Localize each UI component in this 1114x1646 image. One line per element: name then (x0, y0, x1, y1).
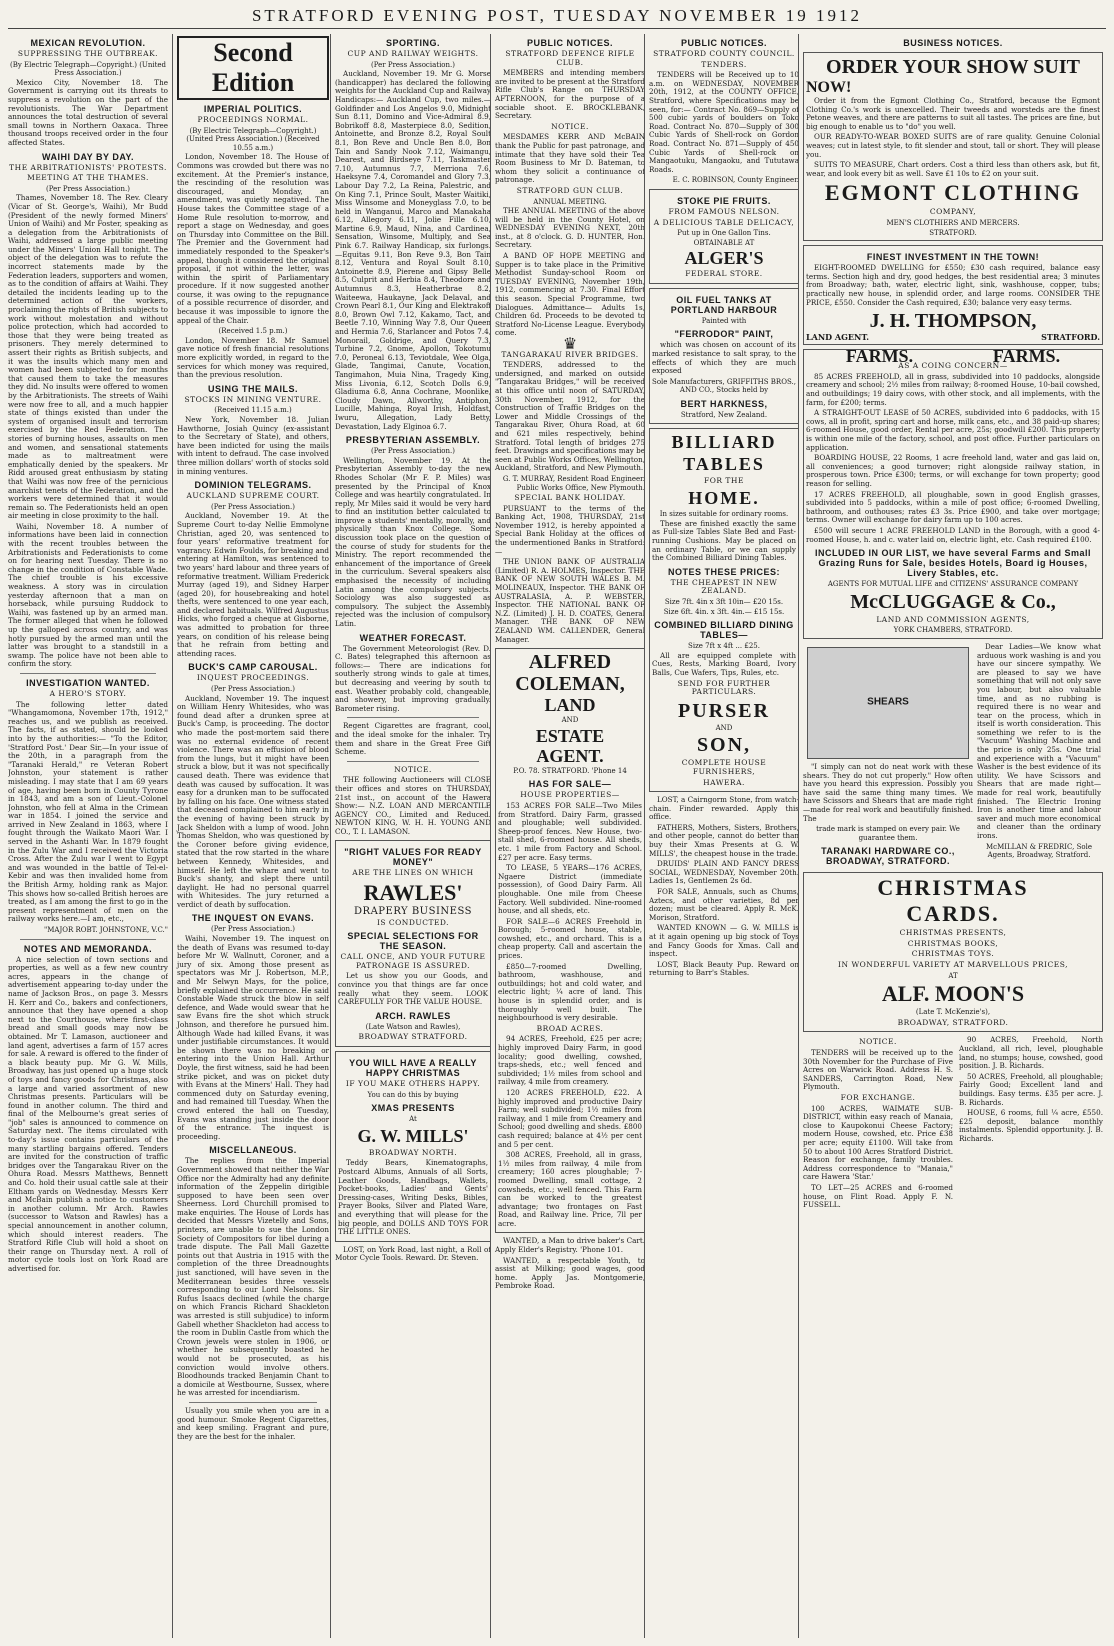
article-body: Thames, November 18. The Rev. Cleary (Vicar of St. George's, Waihi), Mr Budd (President of the newly formed Miners' Union of Waihi) and Mr Foster, speaking as a delegation from the Arbitrationists of Waihi, addressed a large public meeting under the Miners' Union Hall tonight. The object of the delegation was to refute the incorrect statements made by the Federation leaders, supporters and women, as to the condition of affairs at Waihi. They detailed the incidents leading up to the determined action of the workers, proclaiming the rights of British subjects to work without molestation and without police protection, which had accorded to those that they were being treated as prisoners. They merely determined to assert their rights as British subjects, and it was the insults which many men and women had been subjected to for months that caused them to take the measures they did. No insults were offered to women by the Arbitrationists. The streets of Waihi were now free to all, and a much happier state of things existed than under the system of organised insult and terrorism exercised by the Red Federation. The stories of burning houses, assaults on men and women, and sensational statements made as to maltreatment were emphatically denied by the speakers. Mr Ridd aroused great enthusiasm by stating that Waihi was now free of the pernicious anarchist tenets of the Federation, and the workers were determined that it would remain so. The Federationists held an open air meeting in close proximity to the hall. (8, 193, 168, 521)
divider (347, 761, 479, 762)
advert-line: NOTES THESE PRICES: (667, 566, 780, 577)
advert-line: Stratford, New Zealand. (680, 411, 768, 420)
advert-line: CHRISTMAS BOOKS, (907, 938, 999, 948)
advert-line: CHRISTMAS TOYS. (911, 949, 995, 959)
advert-name: PURSER (677, 699, 770, 722)
advert-line: A DELICIOUS TABLE DELICACY, (653, 217, 795, 227)
advert-line: FINEST INVESTMENT IN THE TOWN! (866, 252, 1040, 263)
advert-line: ALFRED (528, 651, 612, 674)
byline: (Received 1.5 p.m.) (218, 327, 288, 336)
column-2 (172, 34, 329, 1638)
advert-line: COMPLETE HOUSE FURNISHERS, (681, 758, 767, 776)
notice-heading: NOTICE. (859, 1037, 897, 1047)
advert-name: McCLUGGAGE & Co., (850, 590, 1056, 613)
hardware-advert (803, 643, 973, 868)
advert-text: EIGHT-ROOMED DWELLING for £550; £30 cash required, balance easy terms. Section high and dry, good hedges, the best residential area; 3 minutes from Broadway; bath, water, electric light, sink, washhouse, copper, tubs; practically new house, in splendid order, and large rooms. CONSIDER THE PRICE, £550. Consider the Cash required, £30; balance very easy terms. (806, 263, 1100, 307)
classified: LOST, a Cairngorm Stone, from watch-chain. Finder rewarded. Apply this office. (649, 795, 799, 822)
advert-headline: ORDER YOUR SHOW SUIT (826, 56, 1080, 78)
advert-line: Put up in One Gallon Tins. (677, 229, 771, 238)
advert-text: "I simply can not do neat work with these shears. They do not cut properly." How often have you heard this expression. Possibly you have said the same thing many times. We have Scissors and Shears that are made right—made for real work and beautifully finished. The (803, 761, 973, 823)
notice-heading: FOR EXCHANGE. (840, 1093, 916, 1102)
article-heading: INVESTIGATION WANTED. (26, 677, 150, 688)
advert-line: HOME. (688, 488, 760, 509)
column-4 (490, 34, 645, 1638)
section-header: PUBLIC NOTICES. (680, 38, 767, 48)
advert-address: TARANAKI HARDWARE CO., BROADWAY, STRATFORD. (821, 846, 955, 867)
classified: HOUSE, 6 rooms, full ¼ acre, £550. £25 deposit, balance monthly instalments. Splendid opportunity. J. B. Richards. (959, 1108, 1103, 1143)
advert-text: FOR SALE—6 ACRES Freehold in Borough; 5-roomed house, stable, cowshed, etc., and orchard. This is a cheap property. Call and ascertain the prices. (498, 916, 642, 961)
advert-headline: CARDS. (906, 901, 1000, 927)
article-body: The replies from the Imperial Government showed that neither the War Office nor the Admiralty had any definite information of the Zeppelin dirigible supposed to have been seen over Sheerness. Lord Churchill promised to make enquiries. The House of Lords has decided that Messrs Vizetelly and Sons, printers, are unable to sue the London Society of Compositors for libel during a trade dispute. The Pall Mall Gazette points out that Austria in 1915 with the completion of the three Dreadnoughts just sanctioned, will have seven in the Mediterranean besides three vessels corresponding to our Lord Nelsons. Sir Rufus Isaacs declined (while the charge on which Francis Richard Shackleton was arrested is still subjudice) to inform Gabell whether Shackleton had access to the room in Dublin Castle from which the Crown jewels were stolen in 1906, or whether he subsequently boasted he would not be prosecuted, as his conviction would involve others. Bloodhounds tracked Benjamin Chant to a domicile at Westbourne, Sussex, where he was arrested for incendiarism. (177, 1156, 329, 1398)
advert-text: £500 will secure 1 ACRE FREEHOLD LAND in the Borough, with a good 4-roomed House, h. and c. water laid on, electric light, etc. Cash required £100. (806, 525, 1100, 544)
advert-line: STOKE PIE FRUITS. (677, 195, 771, 206)
notice-heading: STRATFORD DEFENCE RIFLE CLUB. (505, 49, 635, 67)
notice-heading: NOTICE. (394, 764, 432, 774)
notice-body: THE ANNUAL MEETING of the above will be held in the County Hotel, on WEDNESDAY EVENING NEXT, 20th inst., at 8 o'clock. G. D. HUNTER, Hon. Secretary. (495, 206, 645, 250)
byline: (Per Press Association.) (371, 447, 455, 456)
advert-line: NOW! (806, 79, 852, 96)
advert-address: STRATFORD. (929, 228, 977, 237)
byline: (By Electric Telegraph—Copyright.) (United Press Association.) (9, 60, 167, 78)
crest-icon: ♛ (562, 334, 578, 353)
advert-text: BOARDING HOUSE, 22 Rooms, 1 acre freehold land, water and gas laid on, all conveniences; a good turnover; right alongside railway station, in prosperous town. Price £300; terms, or will exchange for town property; good reason for selling. (806, 453, 1100, 488)
notice-body: 100 ACRES, WAIMATE SUB-DISTRICT, within easy reach of Manaia, close to Kaupokonui Cheese Factory; modern House, cowshed, etc. Price £38 per acre; equity £1100. Will take from 50 to about 100 Acres Stratford District. Reason for exchange, family troubles. Address correspondence to "Manaia," care Hawera 'Star.' (803, 1103, 953, 1182)
notice-body: TENDERS will be received up to the 30th November for the Purchase of Five Acres on Warwick Road. Address H. S. SANDERS, Carrington Road, New Plymouth. (803, 1048, 953, 1092)
advert-address: BROADWAY STRATFORD. (358, 1032, 468, 1042)
billiard-advert (649, 428, 799, 792)
thompson-advert (803, 245, 1103, 345)
article-heading: USING THE MAILS. (207, 383, 298, 394)
column-6 (798, 34, 1103, 1638)
advert-line: BROAD ACRES. (536, 1023, 604, 1033)
advert-line: XMAS PRESENTS (371, 1103, 455, 1114)
advert-text: Order it from the Egmont Clothing Co., Stratford, because the Egmont Clothing Co.'s work is unexcelled. Their tweeds and worsteds are the finest Petone weaves, and there are patterns to suit all tastes. The prices are fine, but big enough to enable us to "do" you well. (806, 96, 1100, 131)
advert-name: J. H. THOMPSON, (869, 310, 1037, 333)
advert-line: AGENT. (536, 745, 604, 766)
advert-address: STRATFORD. (1041, 332, 1100, 343)
advert-text: £850—7-roomed Dwelling, bathroom, washhouse, and outbuildings; hot and cold water, and electric light; ¼ acre of land. This house is in splendid order, and is thoroughly well built. The neighbourhood is very desirable. (498, 961, 642, 1023)
advert-line: ARE THE LINES ON WHICH (352, 868, 474, 878)
notice-heading: STRATFORD GUN CLUB. (516, 185, 624, 195)
notice-heading: TANGARAKAU RIVER BRIDGES. (501, 349, 639, 359)
price-line: Size 6ft. 4in. x 3ft. 4in.— £15 15s. (663, 607, 785, 616)
advert-name: EGMONT CLOTHING (824, 180, 1082, 206)
advert-line: FOR THE (704, 475, 744, 485)
advert-line: At (409, 1115, 417, 1124)
advert-line: AGENTS FOR MUTUAL LIFE and CITIZENS' ASSURANCE COMPANY (827, 580, 1079, 589)
divider (20, 939, 156, 940)
advert-text: A STRAIGHT-OUT LEASE of 50 ACRES, subdivided into 6 paddocks, with 15 cows, all in profit, spring cart and horse, milk cans, etc., and 38 paid-up shares; 6-roomed House, good order, Rental per acre, 25s; goodwill £200. This property is within one mile of the factory, school, and post office. Further particulars on application. (806, 408, 1100, 452)
notice-heading: STRATFORD COUNTY COUNCIL. (653, 49, 795, 58)
advert-line: MEN'S CLOTHIERS AND MERCERS. (886, 218, 1020, 227)
byline: (Per Press Association.) (211, 502, 295, 511)
article-subheading: CUP AND RAILWAY WEIGHTS. (347, 49, 479, 58)
advert-address: BROADWAY NORTH. (368, 1147, 458, 1157)
advert-text: OUR READY-TO-WEAR BOXED SUITS are of rare quality. Genuine Colonial weaves; cut in latest style, to fit slender and stout, tall or short. They will please you. (806, 132, 1100, 159)
signature: G. T. MURRAY, Resident Road Engineer. Public Works Office, New Plymouth. (502, 474, 645, 492)
hardware-section (803, 643, 1103, 868)
article-body: Auckland, November 19. Mr G. Morse (handicapper) has declared the following weights for the Auckland Cup and Railway Handicaps:— Auckland Cup, two miles.—Goldfinder and Los Angelos 9.0, Midnight Sun 8.11, Domino and Vice-Admiral 8.9, Bobrikoff 8.8, Masterpiece 8.0, Sedition, Antoinette, and Bronze 8.2, Royal Soult 8.1, Bon Reve and Uncle Ben 8.0, Bon Tain and Sandy Nook 7.12, Waimangu, Dearest, and Birdseye 7.11, Taskmaster 7.10, Autumnus 7.7, Merriona 7.6, Haeksyne 7.4, Coromandel and Glory 7.3, Labour Day 7.2, La Reina, Palestric, and On King 7.1, Prince Soult, Master Waitiki, Miss Winsome and Moneyglass 7.0, to be held in Wanganui, Marco and Manakaha 6.12, Allegory 6.11, Jolie Fille 6.10, Martine 6.9, Maud, Nina, and Cardinea, Sensation, Winsome, Multiply, and Sea Pink 6.7. Railway Handicap, six furlongs.—Equitas 9.11, Bon Reve 9.3, Bon Tain 8.12, Ventura and Royal Soult 8.10, Antoinette 8.9, Pierene and Gipsy Belle 8.5, Culprit and Herbia 8.4, Theodore and Autumnus 8.3, Heatherbrae 8.2, Waiteewa, Haukayne, Jack Delaval, and Crown Pearl 8.1, Our King and Elektrakoff 8.0, Brown Owl 7.12, Kakamo, Tact, and Beetle 7.10, Winning Way 7.8, Our Queen and Hermia 7.6, Starlancer and Potos 7.4, Monorail, Goldrige, and Query 7.3, Turbine 7.2, Gnome, Apollon, Tokotumu 7.0, Peroneal 6.13, Teviotdale, Wee Olga, Glade, Tangimai, Canute, Vocation, Tangimahon, Muia Nina, Tragedy King, Miss Livonia, 6.12, Scotch Dolls 6.9, Gladiuma 6.8, Anna Cochrane, Moonlike, Cloudy Dawn, Allworthy, Antiphon, Lucille, Mahinga, Royal Irish, Holdfast, Iwuru, Allegation, Lady Betty, Devastation, Lady Elginoa 6.7. (335, 69, 491, 431)
article-subheading: THE ARBITRATIONISTS' PROTESTS. (9, 162, 167, 172)
advert-line: INCLUDED IN OUR LIST, we have several Farms and Small Grazing Runs for Sale, besides Hotels, Board ig Houses, Livery Stables, etc. (814, 548, 1092, 579)
advert-line: OIL FUEL TANKS AT PORTLAND HARBOUR (670, 294, 778, 315)
advert-line: IS CONDUCTED. (376, 917, 450, 927)
article-heading: PRESBYTERIAN ASSEMBLY. (345, 435, 481, 446)
advert-line: In sizes suitable for ordinary rooms. (659, 510, 789, 519)
advert-line: FROM FAMOUS NELSON. (668, 206, 780, 216)
advert-line: AS A COING CONCERN— (898, 361, 1008, 371)
article-body: London, November 18. Mr Samuel gave notice of fresh financial resolutions more explicitly worded, in regard to the services for which money was required, than the previous resolution. (177, 335, 329, 380)
divider (20, 673, 156, 674)
article-body: Waihi, November 18. A number of informations have been laid in connection with the recent troubles between the Arbitrationists and Federationists to come on for hearing next Tuesday. There is no change in the condition of Constable Wade. The chief trouble is his excessive weakness. A story was in circulation yesterday afternoon that a man on horseback, while pursuing Ruddock to Waihi, was fastened up by an armed man. The former alleged that when he followed up the galloped across country, and was hotly pursued by the armed man until the latter was brought to a standstill in a swamp. The police have not been able to confirm the story. (8, 521, 168, 669)
advert-line: IN WONDERFUL VARIETY AT MARVELLOUS PRICES, (838, 960, 1068, 970)
advert-line: COMPANY, (929, 207, 977, 217)
classified: WANTED, a Man to drive baker's Cart. Apply Elder's Registry. 'Phone 101. (495, 1236, 645, 1255)
advert-text: 153 ACRES FOR SALE—Two Miles from Stratford. Dairy Farm, grassed and ploughable; well subdivided. Sheep-proof fences. New House, two-stall shed, 6-roomed house. All sheds, etc. 1 mile from Factory and School. £27 per acre. Easy terms. (498, 800, 642, 862)
article-body: Mexico City, November 18. The Government is carrying out its threats to suppress a revolution on the part of the revolutionists. The War Department announces the total destruction of several small towns in Northern Oaxaca. Three thousand troops received order in the four affected States. (8, 77, 168, 147)
coleman-advert (495, 648, 645, 1233)
section-header: BUSINESS NOTICES. (903, 38, 1003, 48)
richards-block (959, 1036, 1103, 1211)
farms-advert (803, 345, 1103, 639)
article-subheading: STOCKS IN MINING VENTURE. (184, 394, 322, 404)
article-subheading: A HERO'S STORY. (49, 688, 127, 698)
advert-name: RAWLES' (363, 880, 463, 906)
masthead-rule (8, 28, 1106, 29)
article-heading: NOTES AND MEMORANDA. (23, 943, 153, 954)
article-body: A nice selection of town sections and properties, as well as a few new country acres, appears in the change of advertisement appearing to-day under the name of Jackson Bros., on page 3. Messrs H. Kerr and Co., bakers and confectioners, announce that they have opened a shop next to the Courthouse, where first-class bread and small goods may now be obtained. Mr T. Lamason, auctioneer and land agent, advertises a farm of 157 acres for sale. A reward is offered to the finder of a black beauty pup. Mr G. W. Mills, Broadway, has just opened up a huge stock of toys and fancy goods for Christmas, also a large and varied assortment of new Christmas presents. Particulars will be found in another column. The third and final of the Melbourne's great series of "job" sales is announced to commence on Saturday next. The items circulated with to-day's issue contains particulars of the many startling bargains offered. Tenders are invited for the construction of traffic bridges over the Tangarakau River on the Ohura Road. Messrs Matthews, Bennett and Co. hold their usual cattle sale at their Eltham yards on Wednesday. Messrs Kerr and McBain publish a notice to customers in another column. Mr Arch. Rawles (successor to Watson and Rawles) has a special announcement in another column, which should interest readers. The Stratford Rifle Club will hold a shoot on their range on Thursday next. A roll of motor cycle tools lost on York Road are advertised for. (8, 954, 168, 1273)
article-subheading: SUPPRESSING THE OUTBREAK. (17, 49, 159, 58)
advert-text: 94 ACRES, Freehold, £25 per acre; highly improved Dairy Farm, in good locality; good dwelling, cowshed, traps-sheds, etc.; well fenced and subdivided; 1½ miles from school and railway, 4 mile from creamery. (498, 1034, 642, 1087)
notice-body: PURSUANT to the terms of the Banking Act, 1908, THURSDAY, 21st November 1912, is hereby appointed a Special Bank Holiday at the offices of the undermentioned Banks in Stratford:— (495, 503, 645, 556)
advert-line: HOUSE PROPERTIES— (520, 790, 620, 800)
advert-text: TO LEASE, 5 YEARS—176 ACRES, Ngaere District (immediate possession), of Good Dairy Farm. All ploughable. One mile from Cheese Factory. Well subdivided. Nine-roomed house, and all sheds, etc. (498, 863, 642, 916)
column-5 (644, 34, 799, 1638)
advert-line: ESTATE (535, 725, 605, 746)
advert-line: BERT HARKNESS, (680, 399, 768, 410)
shears-brand: SHEARS (867, 696, 909, 708)
advert-line: COMBINED BILLIARD DINING TABLES— (654, 620, 794, 641)
byline: (Per Press Association.) (46, 184, 130, 193)
advert-line: BILLIARD (671, 431, 777, 452)
advert-name: G. W. MILLS' (357, 1125, 469, 1146)
divider (189, 1402, 317, 1403)
classified: 90 ACRES, Freehold, North Auckland, all rich, level, ploughable land, no stumps; house, cowshed, good position. J. B. Richards. (959, 1035, 1103, 1071)
advert-line: "FERRODOR" PAINT, (674, 329, 774, 340)
advert-line: AT (948, 971, 958, 980)
advert-line: "RIGHT VALUES FOR READY MONEY" (344, 847, 482, 868)
vacuum-advert (977, 643, 1101, 868)
article-body: Auckland, November 19. The inquest on William Henry Whitesides, who was found dead after a drunken spree at Buck's Camp, is proceeding. The doctor who made the post-mortem said there was no external evidence of recent violence. There was an effusion of blood from the lungs, but it might have been struck a blow, but it was not specifically caused death. There was evidence that death was caused by suffocation. It was easy for a drunken man to be suffocated by falling on his face. One witness stated that deceased complained to him early in the evening of having been struck by Jack Sheldon with a lump of wood. John Thomas Sheldon, who was questioned by the Coroner before giving evidence, stated that the row started in the whare between Kennedy, Whitesides, and himself. He left the whare and went to Buck's shanty, and slept there until daylight. He had no personal quarrel with Whitesides. The jury returned a verdict of death by suffocation. (177, 693, 329, 909)
advert-line: OBTAINABLE AT (693, 238, 755, 247)
notice-subheading: TENDERS. (701, 59, 747, 69)
advert-text: These are finished exactly the same as Full-size Tables Slate Bed and Fast-running Cushions. May be placed on an ordinary Table, or we can supply the Combined Billiard Dining Tables. (652, 518, 796, 563)
advert-line: IF YOU MAKE OTHERS HAPPY. (345, 1079, 481, 1088)
classified: WANTED KNOWN — G. W. MILLS is at it again opening up big stock of Toys and Fancy Goods for Xmas. Call and inspect. (649, 923, 799, 959)
classified: FOR SALE, Annuals, such as Chums, Aztecs, and other varieties, 8d per dozen; must be cleared. Apply R. McK. Morison, Stratford. (649, 887, 799, 922)
advert-line: SPECIAL SELECTIONS FOR THE SEASON. (347, 931, 479, 952)
advert-text: 17 ACRES FREEHOLD, all ploughable, sown in good English grasses, subdivided into 5 paddocks, within a mile of post office; 6-roomed Dwelling, bathroom, and outhouses; rates £3 3s. Price £900, and take over mortgage; terms. Owner will exchange for dairy farm up to 100 acres. (806, 489, 1100, 525)
advert-line: Sole Manufacturers, GRIFFITHS BROS., AND CO., Stocks held by (652, 377, 796, 395)
advert-name: ALGER'S (684, 248, 764, 269)
article-heading: WEATHER FORECAST. (359, 632, 467, 643)
advert-line: TABLES (683, 453, 765, 474)
article-body: London, November 18. The House of Commons was crowded but there was no excitement. At the Premier's instance, the rescinding of the resolution was discouraged, and Monday, an amendment, was quietly negatived. The House takes the Committee stage of a Home Rule resolution to-morrow, and report a stage on Wednesday, and goes on Thursday into Committee on the Bill. The Premier and the Government had immediately responded to the Speaker's appeal, though it considered the original proposal, if not within the letter, was within the spirit of Parliamentary procedure. If it now suggested another course, it was owing to the repugnance of a possible recurrence of disorder, and because it was impossible to ignore the appeal of the Chair. (177, 152, 329, 325)
advert-line: DRAPERY BUSINESS (354, 906, 472, 918)
advert-address: YORK CHAMBERS, STRATFORD. (893, 626, 1013, 635)
egmont-advert (803, 52, 1103, 241)
article-heading: DOMINION TELEGRAMS. (194, 480, 312, 491)
advert-line: (Late T. McKenzie's), (915, 1008, 991, 1017)
article-heading: SPORTING. (385, 38, 440, 48)
advert-line: CALL ONCE, AND YOUR FUTURE PATRONAGE IS ASSURED. (340, 952, 486, 970)
classified: FATHERS, Mothers, Sisters, Brothers, and other people, cannot do better than buy their Xmas Presents at G. W. MILLS', the cheapest house in the trade. (649, 822, 799, 858)
advert-text: which was chosen on account of its marked resistance to salt spray, to the effects of which they are much exposed (652, 340, 796, 376)
advert-line: (Late Watson and Rawles), (365, 1022, 461, 1031)
byline: (Per Press Association.) (211, 925, 295, 934)
article-heading: IMPERIAL POLITICS. (203, 104, 303, 114)
price-line: Size 7ft. 4in x 3ft 10in— £20 15s. (664, 597, 784, 606)
article-body: The Government Meteorologist (Rev. D. C. Bates) telegraphed this afternoon as follows:— There are indications for southerly strong winds to gale at times, but decreasing and veering by south to east. Weather probably cold, changeable, and showery, but improving gradually. Barometer rising. (335, 643, 491, 713)
article-body: Auckland, November 19. At the Supreme Court to-day Nellie Emmolyne Christian, aged 20, was sentenced to four years' reformative treatment for vagrancy. Edwin Foulds, for breaking and entering at Hamilton, was sentenced to two years' hard labour and three years of reformative treatment. William Frederick Murray (aged 19), and Sidney Harper (aged 20), for housebreaking and hotel thefts, were sentenced to one year each, and declared habituals. Wilfred Augustus Hicks, who forged a cheque at Gisborne, was admitted to probation for three years, on condition of his release being that he refrain from betting and attending races. (177, 511, 329, 658)
notice-body: THE following Auctioneers will CLOSE their offices and stores on THURSDAY, 21st inst., on account of the Hawera Show:— N.Z. LOAN AND MERCANTILE AGENCY CO., Limited and Reduced. NEWTON KING, W. H. H. YOUNG AND CO., T. I. LAMASON. (335, 775, 491, 836)
masthead: STRATFORD EVENING POST, TUESDAY NOVEMBER 19 1912 (251, 6, 863, 25)
advert-text: Dear Ladies—We know what arduous work washing is and you have our sincere sympathy. We are pleased to say we have something that will not only save you labour, but also valuable time, and as no rubbing is required there is no wear and tear on the process, which in itself is worth consideration. This something we refer to is the "Vacuum" Washing Machine and the price is only 25s. One trial and experience with a "Vacuum" Washer is the best evidence of its utility. We have Scissors and Shears that are made right—made for real work, beautifully finished. The Electric Ironing Iron is another time and labour saver and much more economical and cleaner than the ordinary irons. (977, 641, 1101, 840)
advert-line: AND (715, 723, 733, 732)
mills-advert (335, 1051, 491, 1242)
section-header: PUBLIC NOTICES. (526, 38, 613, 48)
advert-line: SEND FOR FURTHER PARTICULARS. (677, 678, 771, 697)
classified: WANTED, a respectable Youth, to assist at Milking; good wages, good home. Apply Jas. Montgomerie, Pembroke Road. (495, 1255, 645, 1291)
byline: (Per Press Association.) (211, 685, 295, 694)
advert-headline: CHRISTMAS (877, 875, 1029, 901)
notice-body: MESDAMES KERR AND McBAIN thank the Public for past patronage, and intimate that they have sold their Tea Room Business to Mr D. Bateman, to whom they solicit a continuance of patronage. (495, 132, 645, 185)
advert-line: CHRISTMAS PRESENTS, (899, 928, 1007, 938)
byline: (By Electric Telegraph—Copyright.) (United Press Association.) (Received 10.55 a.m.) (186, 126, 320, 152)
rawles-advert (335, 840, 491, 1047)
article-heading: MEXICAN REVOLUTION. (30, 38, 146, 48)
article-heading: BUCK'S CAMP CAROUSAL. (188, 662, 318, 673)
column-3 (330, 34, 491, 1638)
advert-address: BROADWAY, STRATFORD. (897, 1017, 1009, 1027)
notice-body: MEMBERS and intending members are invited to be present at the Stratford Rifle Club's Range on THURSDAY AFTERNOON, for the purpose of a sociable shoot. E. BROCKLEBANK, Secretary. (495, 68, 645, 121)
classified: LOST, Black Beauty Pup. Reward on returning to Barr's Stables. (649, 959, 799, 978)
article-subheading: MEETING AT THE THAMES. (27, 173, 149, 183)
article-subheading: PROCEEDINGS NORMAL. (197, 115, 309, 124)
article-body: New York, November 18. Julian Hawthorne, Josiah Quincy (ex-assistant to the Secretary of State), and others, have been indicted for using the mails with intent to defraud. The case involved three million dollars' worth of stocks sold in mining ventures. (177, 415, 329, 476)
advert-name: ALF. MOON'S (881, 981, 1025, 1007)
classified: LOST, on York Road, last night, a Roll of Motor Cycle Tools. Reward. Dr. Steven. (335, 1244, 491, 1263)
notice-heading: NOTICE. (551, 121, 589, 131)
classified: 50 ACRES, Freehold, all ploughable; Fairly Good; Excellent land and buildings. Easy terms. £35 per acre. J. B. Richards. (959, 1071, 1103, 1107)
notice-block (803, 1036, 953, 1211)
article-subheading: AUCKLAND SUPREME COURT. (186, 491, 320, 501)
advert-line: HAS FOR SALE— (528, 779, 612, 790)
moon-advert (803, 872, 1103, 1032)
advert-name: SON, (696, 734, 752, 757)
advert-line: FEDERAL STORE. (685, 269, 763, 279)
notice-body: TENDERS, addressed to the undersigned, and marked on outside "Tangarakau Bridges," will be received at this office until noon of SATURDAY, 30th November, 1912, for the Construction of Traffic Bridges on the Lower and Middle Crossings of the Tangarakau River, Ohura Road, at 60 and 621 miles respectively, behind Stratford. Total length of bridges 275 feet. Drawings and specifications may be seen at Public Works Offices, Wellington, Auckland, Stratford, and New Plymouth. (495, 360, 645, 473)
advert-headline: FARMS. (992, 345, 1061, 366)
pie-advert (649, 189, 799, 284)
bottom-notices (803, 1036, 1103, 1211)
signature: E. C. ROBINSON, County Engineer. (672, 176, 799, 185)
advert-text: Regent Cigarettes are fragrant, cool, and the ideal smoke for the inhaler. Try them and share in the Great Free Gift Scheme. (335, 721, 491, 757)
advert-line: AND (561, 716, 579, 725)
oil-advert (649, 288, 799, 424)
advert-text: All are equipped complete with Cues, Rests, Marking Board, Ivory Balls, Cue Wafers, Tips, Rules, etc. (652, 650, 796, 677)
advert-text: 308 ACRES, Freehold, all in grass, 1½ miles from railway, 4 mile from creamery; 160 acres ploughable; 7-roomed Dwelling, small cottage, 2 cowsheds, etc.; well fenced. This Farm can be worked to the greatest advantage; two frontages on Fast Road, and Railway line. Price, 7ll per acre. (498, 1150, 642, 1228)
article-body: Waihi, November 19. The inquest on the death of Evans was resumed to-day before Mr W. Wallnutt, Coroner, and a jury of six. Among those present as spectators was Mr J. Robertson, M.P., and Mr Selwyn Mays, for the police, briefly explained the occurrence. He said Constable Wade struck the blow in self defence, and Wade would swear that he saw Evans fire the shot which struck Johnson, and therefore he pursued him. Although Wade had killed Evans, it was under justifiable circumstances. It would be shown there was no breaking or entering into the Union Hall. Arthur Doyle, the first witness, said he had been strike picket, and was on picket duty with Evans at the Miners' Hall. They had commenced duty on Saturday evening, and had remained till Tuesday. When the crowd entered the hall on Tuesday, Evans was standing just inside the door of the entrance. The inquest is proceeding. (177, 934, 329, 1141)
advert-headline: FARMS. (845, 345, 914, 366)
notice-body: TENDERS will be Received up to 10 a.m. on WEDNESDAY, NOVEMBER 20th, 1912, at the COUNTY OFFICE, Stratford, where Specifications may be seen, for:— Contract No. 869—Supply of 500 cubic yards of boulders on Toko Road. Contract No. 870—Supply of 300 Cubic Yards of Shell-rock on Gordon Road. Contract No. 871—Supply of 450 Cubic Yards of Shell-rock on Mangaotuku, Mangaoku, and Tututawa Roads. (649, 70, 799, 174)
notice-heading: SPECIAL BANK HOLIDAY. (514, 493, 626, 503)
article-subheading: INQUEST PROCEEDINGS. (196, 673, 310, 683)
article-heading: THE INQUEST ON EVANS. (191, 913, 315, 924)
byline: (Received 11.15 a.m.) (214, 406, 292, 415)
advert-line: LAND AGENT. (806, 332, 870, 343)
advert-line: LAND (544, 695, 596, 716)
advert-text: SUITS TO MEASURE, Chart orders. Cost a third less than others ask, but fit, wear, and look every bit as well. Save £1 10s to £2 on your suit. (806, 160, 1100, 178)
advert-line: You can do this by buying (367, 1090, 459, 1099)
advert-line: P.O. 78. STRATFORD. 'Phone 14 (513, 766, 627, 775)
article-body: The following letter dated "Whangamomona, November 17th, 1912," reaches us, and we publish as received. The facts, if as stated, should be looked into by the authorities:— "To the Editor, 'Stratford Post.' Dear Sir,—In your issue of the 20th, in a paragraph from the "Taranaki Herald," re Veteran Robert Johnston, your statement is rather misleading. I may state that I am 69 years of age, having been born in County Tyrone in 1843, and am a son of Lieut.-Colonel Johnston, who fell at Alma in the Crimean war in 1854. I joined the service and arrived in New Zealand in 1863, where I fought through the Waikato Maori War. I served in the Ashanti War. In 1879 fought in the Zulu War and I received the Victoria Cross. After the Zulu war I went to Egypt and was wounded in the battle of Tel-el-Kebir and was then invalided home from the British Army, holding rank as Major. This shows how so-called British heroes are treated, as I am among the first to go in the present representment of men on the railway works here.—I am, etc., (8, 699, 168, 924)
advert-line: YOU WILL HAVE A REALLY HAPPY CHRISTMAS (349, 1058, 477, 1078)
notice-body: THE UNION BANK OF AUSTRALIA (Limited) R. A. HOLMES, Inspector. THE BANK OF NEW SOUTH WALES B. M. MOLINEAUX, Inspector. THE BANK OF AUSTRALASIA, A. P. WEBSTER, Inspector. THE NATIONAL BANK OF N.Z. (Limited) J. H. D. COATES, General Manager. THE BANK OF NEW ZEALAND WM. CALLENDER, General Manager. (495, 557, 645, 644)
advert-line: Painted with (701, 316, 747, 325)
article-heading: MISCELLANEOUS. (209, 1145, 297, 1156)
advert-text: Teddy Bears, Kinematographs, Postcard Albums, Annuals of all Sorts, Leather Goods, Handbags, Wallets, Pocket-books, Ladies' and Gents' Dressing-cases, Writing Desks, Bibles, Prayer Books, Silver and Plated Ware, and everything that will please for the big people, and DOLLS AND TOYS FOR THE LITTLE ONES. (338, 1158, 488, 1237)
article-body: Wellington, November 19. At the Presbyterian Assembly to-day the new Rhodes Scholar (Mr F. P. Miles) was presented by the Principal of Knox College and was heartily congratulated. In reply, Mr Miles said it would be very hard to find an institution better calculated to improve a students' mentally, morally, and physically than Knox College. Some discussion took place on the question of the course of study for students for the Ministry. The report recommended the enhancement of the importance of Greek in the curriculum. Several speakers also emphasised the necessity of including Latin among the compulsory subjects. Sociology was also suggested as compulsory. The subject the Assembly rejected was the inclusion of compulsory Latin. (335, 455, 491, 628)
advert-text: 120 ACRES FREEHOLD, £22. A highly improved and productive Dairy Farm; well subdivided; 1½ miles from railway, and 1 mile from Creamery and School; good dwelling and sheds. £800 cash required; balance at 4½ per cent and 5 per cent. (498, 1087, 642, 1149)
advert-line: trade mark is stamped on every pair. We guarantee them. (816, 825, 960, 842)
price-line: Size 7ft x 4ft ... £25. (688, 642, 760, 651)
divider (347, 717, 479, 718)
column-1 (8, 34, 168, 1638)
notice-subheading: ANNUAL MEETING. (533, 197, 607, 206)
advert-signature: ARCH. RAWLES (375, 1010, 451, 1021)
advert-text: Usually you smile when you are in a good humour. Smoke Regent Cigarettes, and keep smiling. Fragrant and pure, they are the best for the inhaler. (177, 1405, 329, 1441)
edition-title: Second Edition (177, 36, 329, 100)
advert-line: COLEMAN, (515, 673, 625, 696)
advert-line: THE CHEAPEST IN NEW ZEALAND. (670, 577, 778, 596)
advert-address: McMILLAN & FREDRIC, Sole Agents, Broadway, Stratford. (985, 842, 1092, 860)
shears-illustration (807, 647, 969, 759)
notice-body: A BAND OF HOPE MEETING and Supper is to take place in the Primitive Methodist Sunday-school Room on TUESDAY EVENING, November 19th, 1912, commencing at 7.30. Final Effort this season. Special Programme, two Dialogues. Admittance— Adults 1s, Children 6d. Proceeds to be devoted to Stratford No-License League. Everybody come. (495, 251, 645, 338)
byline: (Per Press Association.) (371, 60, 455, 69)
classified: TO LET—25 ACRES and 6-roomed house, on Flint Road. Apply F. N. FUSSELL. (803, 1182, 953, 1210)
advert-text: Let us show you our Goods, and convince you that things are far once really what they seem. LOOK CAREFULLY FOR THE VALUE HOUSE. (338, 971, 488, 1007)
advert-text: 85 ACRES FREEHOLD, all in grass, subdivided into 10 paddocks, alongside creamery and school; 2½ miles from railway; 8-roomed House, 10-bail cowshed, and outbuildings; 19 dairy cows, with other stock, and all implements, with the farm, for £200; terms. (806, 371, 1100, 407)
article-heading: WAIHI DAY BY DAY. (41, 151, 135, 162)
advert-line: LAND AND COMMISSION AGENTS, (876, 614, 1030, 624)
classified: DRUIDS' PLAIN AND FANCY DRESS SOCIAL, WEDNESDAY, November 20th. Ladies 1s, Gentlemen 2s 6d. (649, 859, 799, 886)
advert-address: HAWERA. (703, 777, 745, 787)
signature: "MAJOR ROBT. JOHNSTONE, V.C." (44, 926, 168, 934)
